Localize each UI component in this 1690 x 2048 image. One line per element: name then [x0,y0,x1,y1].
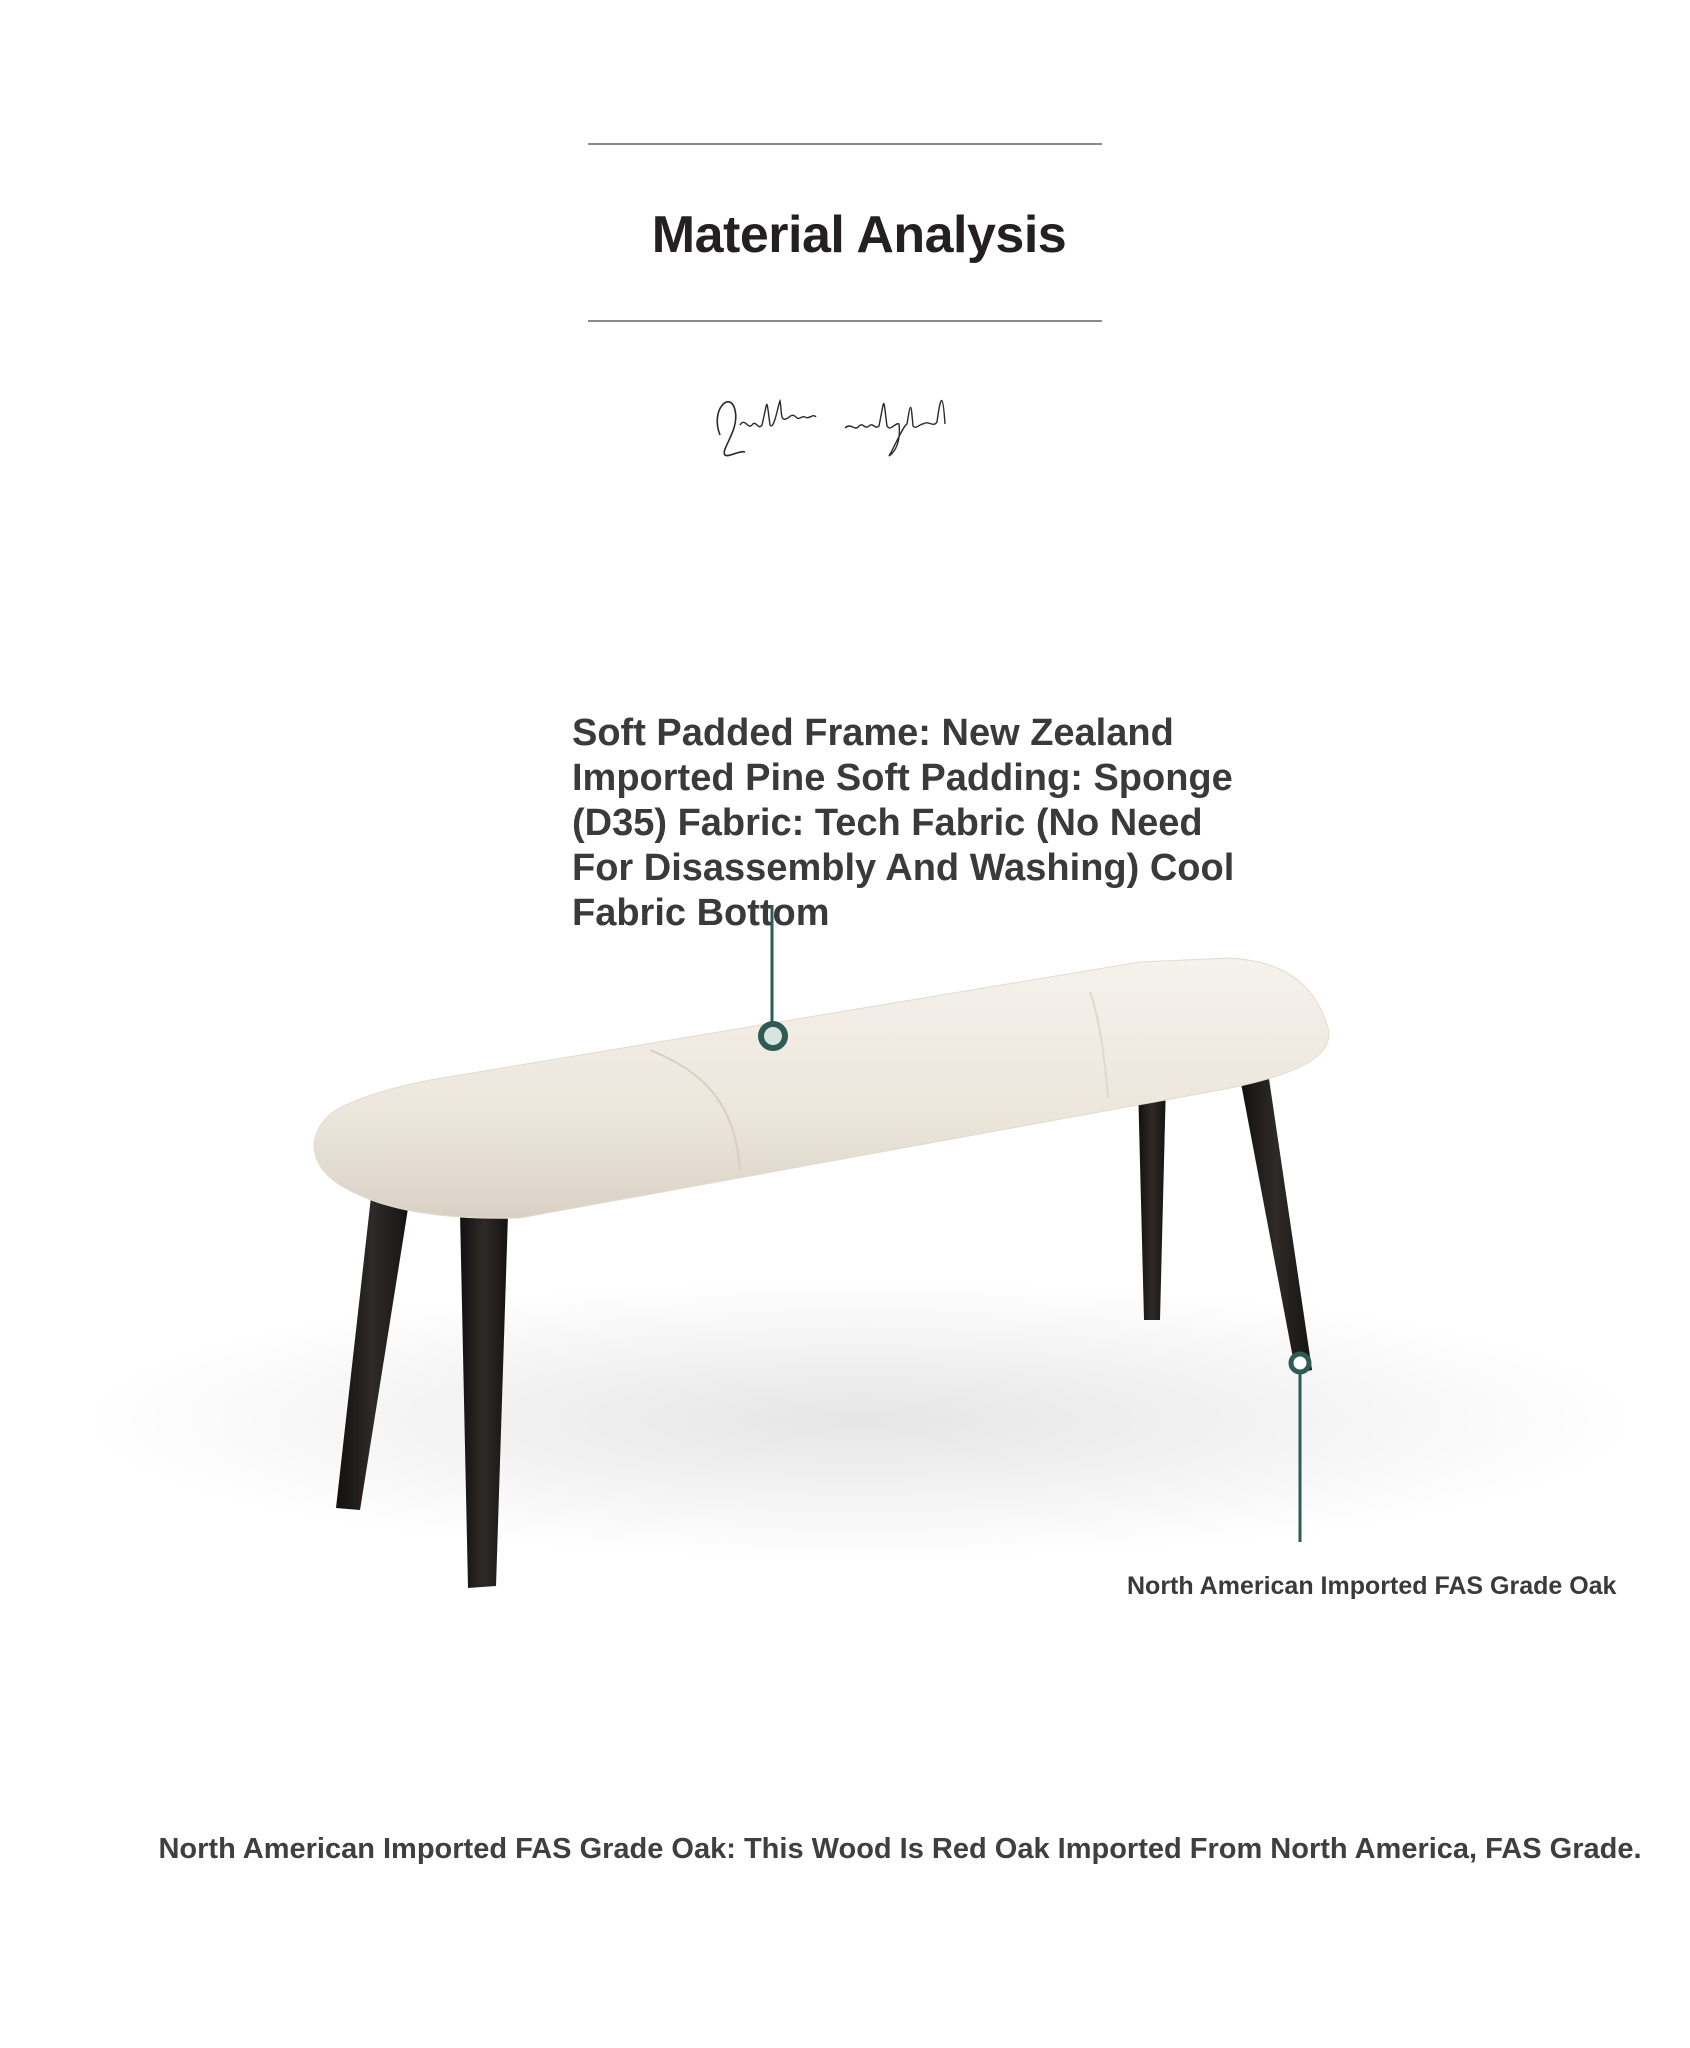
back-mid-leg [1138,1082,1166,1320]
floor-shadow [80,1280,1640,1560]
seat-material-callout: Soft Padded Frame: New Zealand Imported Pine Soft Padding: Sponge (D35) Fabric: Tech Fabric (No Need For Disassembly And Washing) Cool Fabric Bottom [572,712,1235,934]
bench-seat [314,958,1329,1218]
material-footnote: North American Imported FAS Grade Oak: This Wood Is Red Oak Imported From North America, FAS Grade. [158,1833,1642,1865]
seat-callout-dot [761,1024,785,1048]
leg-callout-dot [1291,1354,1309,1372]
page-title: Material Analysis [651,206,1067,264]
leg-material-callout: North American Imported FAS Grade Oak [1127,1572,1617,1600]
